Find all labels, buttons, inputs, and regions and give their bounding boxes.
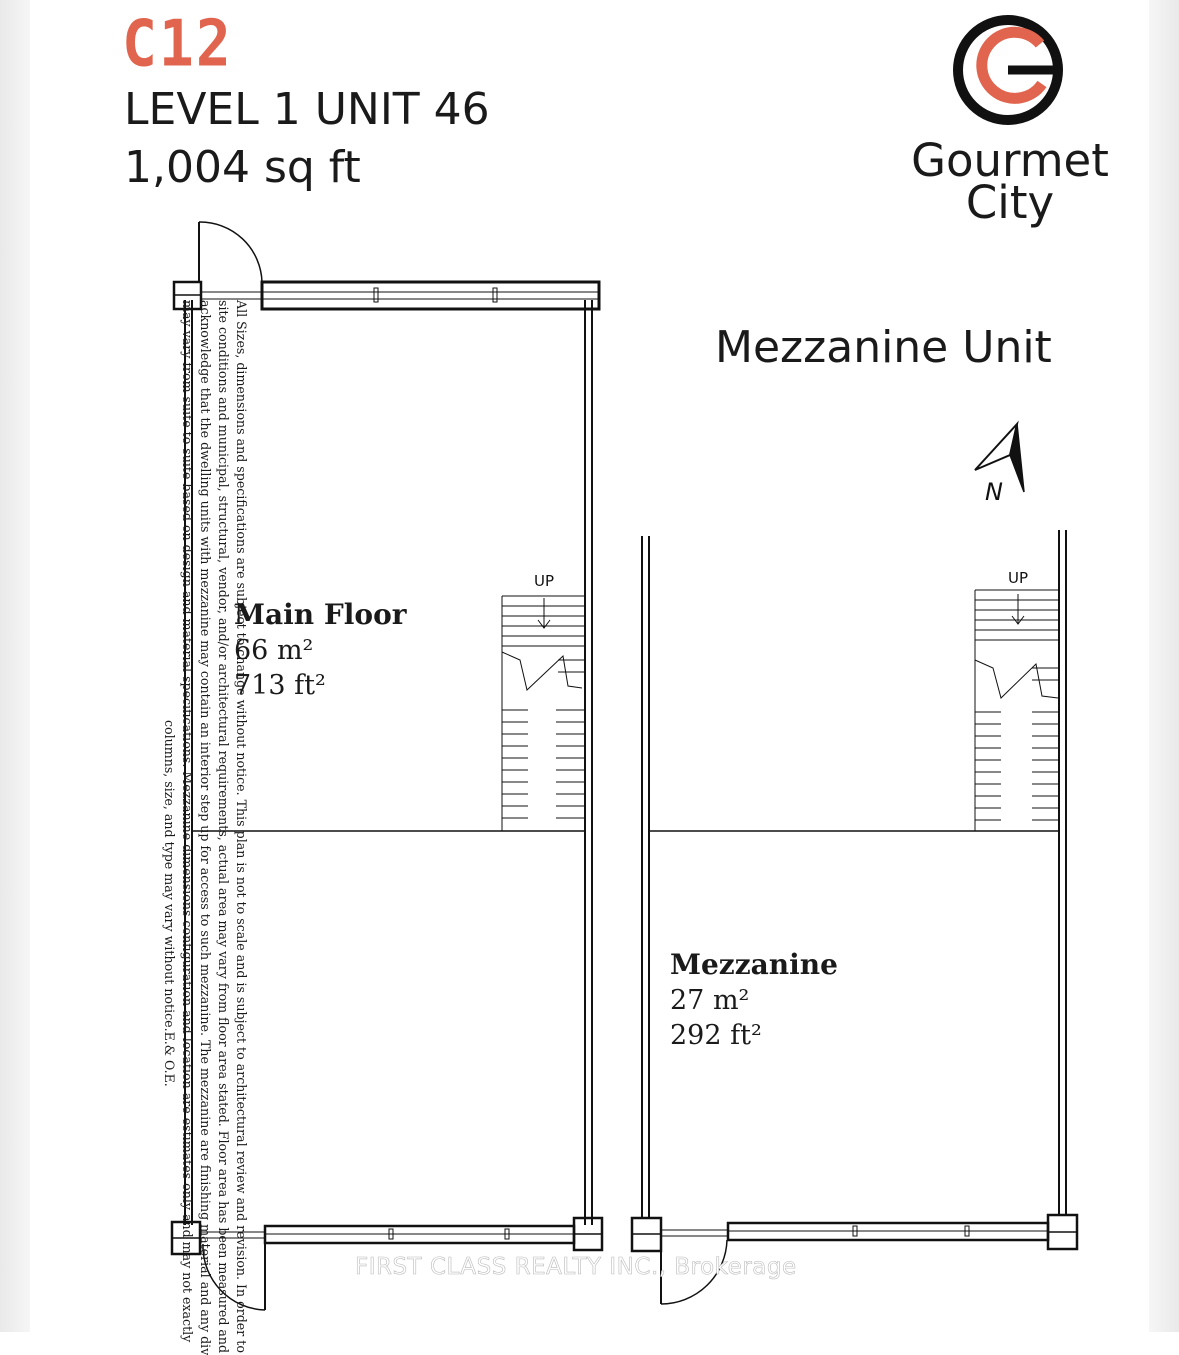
disclaimer-line: site conditions and municipal, structural, vendor, and/or architectural requirements, actual area may vary from floor area stated. Floor area has been measured and xyxy=(216,300,231,1354)
mezzanine-imperial-area: 292 ft² xyxy=(670,1020,762,1051)
disclaimer-line: All Sizes, dimensions and specifications are subject to change without notice. This plan is not to scale and is subject to architectural review and revision. In order to xyxy=(234,300,249,1353)
unit-level-title: LEVEL 1 UNIT 46 xyxy=(124,84,490,135)
main-floor-metric-area: 66 m² xyxy=(234,635,314,666)
plan-title: Mezzanine Unit xyxy=(715,322,1052,373)
disclaimer-line: columns, size, and type may vary without notice.E.& O.E. xyxy=(162,720,177,1087)
mezzanine-stairs xyxy=(975,590,1059,831)
unit-code: C12 xyxy=(122,6,233,81)
main-stair-up-label: UP xyxy=(534,572,555,590)
main-floor-top-door xyxy=(199,222,262,282)
brand-wordmark xyxy=(900,134,1120,229)
brand-name-line2: City xyxy=(965,176,1055,229)
mezzanine-label: Mezzanine xyxy=(670,948,838,981)
main-floor-imperial-area: 713 ft² xyxy=(234,670,326,701)
brand-name-line1: Gourmet xyxy=(911,134,1109,187)
brokerage-watermark: FIRST CLASS REALTY INC., Brokerage xyxy=(355,1254,797,1280)
mezzanine-metric-area: 27 m² xyxy=(670,985,750,1016)
disclaimer-line: may vary from suite to suite based on design and material specifications. Mezzanine dimensions configuration and location are estimates only and may not exactly xyxy=(180,300,195,1343)
legal-disclaimer xyxy=(150,300,250,1355)
disclaimer-line: acknowledge that the dwelling units with mezzanine may contain an interior step up for access to such mezzanine. The mezzanine are finishing material and any div xyxy=(198,300,213,1355)
main-floor-label: Main Floor xyxy=(234,598,407,631)
main-floor-stairs xyxy=(502,596,585,831)
mezzanine-bottom-window xyxy=(632,1215,1077,1251)
north-label: N xyxy=(985,478,1003,506)
unit-total-area: 1,004 sq ft xyxy=(124,142,361,193)
gourmet-city-logo-icon xyxy=(958,20,1060,120)
mezzanine-stair-up-label: UP xyxy=(1008,569,1029,587)
mezzanine-walls xyxy=(642,530,1066,1218)
